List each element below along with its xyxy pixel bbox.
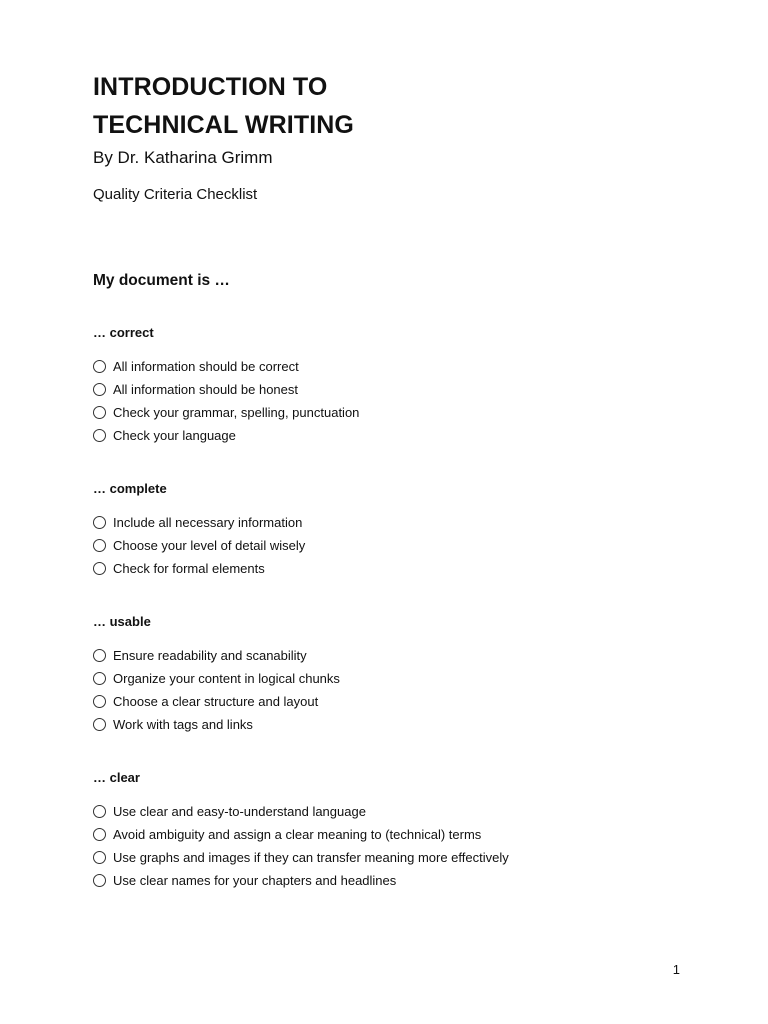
circle-checkbox-icon[interactable] [93, 805, 106, 818]
section-usable [93, 614, 693, 736]
checklist-item[interactable] [93, 690, 693, 713]
checklist-item[interactable] [93, 800, 693, 823]
checklist-item-label: All information should be correct [113, 358, 299, 374]
checklist [93, 511, 693, 580]
checklist-item[interactable] [93, 534, 693, 557]
checklist-item[interactable] [93, 511, 693, 534]
checklist-item-label: Include all necessary information [113, 514, 303, 530]
page-number: 1 [672, 962, 680, 977]
section-complete [93, 481, 693, 580]
circle-checkbox-icon[interactable] [93, 516, 106, 529]
checklist-item-label: Ensure readability and scanability [113, 647, 307, 663]
author-line: By Dr. Katharina Grimm [93, 148, 273, 167]
checklist-item[interactable] [93, 401, 693, 424]
circle-checkbox-icon[interactable] [93, 429, 106, 442]
checklist-item-label: Organize your content in logical chunks [113, 670, 340, 686]
circle-checkbox-icon[interactable] [93, 851, 106, 864]
checklist-item-label: Use clear and easy-to-understand language [113, 803, 366, 819]
page-content [93, 68, 693, 892]
title-line-2: TECHNICAL WRITING [93, 111, 354, 139]
section-heading: … correct [93, 325, 154, 340]
checklist-item[interactable] [93, 557, 693, 580]
checklist-item-label: Check your language [113, 427, 236, 443]
checklist-item-label: Use clear names for your chapters and headlines [113, 872, 397, 888]
title-line-1: INTRODUCTION TO [93, 73, 328, 101]
section-heading: … usable [93, 614, 151, 629]
circle-checkbox-icon[interactable] [93, 672, 106, 685]
checklist-item-label: Check for formal elements [113, 560, 265, 576]
checklist-item-label: Work with tags and links [113, 716, 253, 732]
checklist-lead: My document is … [93, 272, 230, 289]
circle-checkbox-icon[interactable] [93, 406, 106, 419]
circle-checkbox-icon[interactable] [93, 828, 106, 841]
checklist-item[interactable] [93, 713, 693, 736]
section-heading: … complete [93, 481, 167, 496]
circle-checkbox-icon[interactable] [93, 539, 106, 552]
circle-checkbox-icon[interactable] [93, 562, 106, 575]
circle-checkbox-icon[interactable] [93, 649, 106, 662]
checklist-item-label: Check your grammar, spelling, punctuation [113, 404, 360, 420]
checklist-item[interactable] [93, 378, 693, 401]
checklist-item[interactable] [93, 424, 693, 447]
checklist-item[interactable] [93, 644, 693, 667]
circle-checkbox-icon[interactable] [93, 874, 106, 887]
document-title [93, 68, 693, 144]
checklist-item[interactable] [93, 846, 693, 869]
checklist [93, 644, 693, 736]
checklist-item-label: Choose a clear structure and layout [113, 693, 319, 709]
checklist-item-label: All information should be honest [113, 381, 299, 397]
circle-checkbox-icon[interactable] [93, 360, 106, 373]
checklist [93, 355, 693, 447]
circle-checkbox-icon[interactable] [93, 383, 106, 396]
circle-checkbox-icon[interactable] [93, 718, 106, 731]
checklist-item-label: Choose your level of detail wisely [113, 537, 306, 553]
circle-checkbox-icon[interactable] [93, 695, 106, 708]
section-clear [93, 770, 693, 892]
checklist-item-label: Use graphs and images if they can transfer meaning more effectively [113, 849, 509, 865]
section-correct [93, 325, 693, 447]
document-subtitle: Quality Criteria Checklist [93, 186, 258, 203]
checklist-item[interactable] [93, 823, 693, 846]
checklist-item-label: Avoid ambiguity and assign a clear meaning to (technical) terms [113, 826, 482, 842]
checklist [93, 800, 693, 892]
checklist-item[interactable] [93, 667, 693, 690]
checklist-item[interactable] [93, 869, 693, 892]
checklist-item[interactable] [93, 355, 693, 378]
section-heading: … clear [93, 770, 140, 785]
